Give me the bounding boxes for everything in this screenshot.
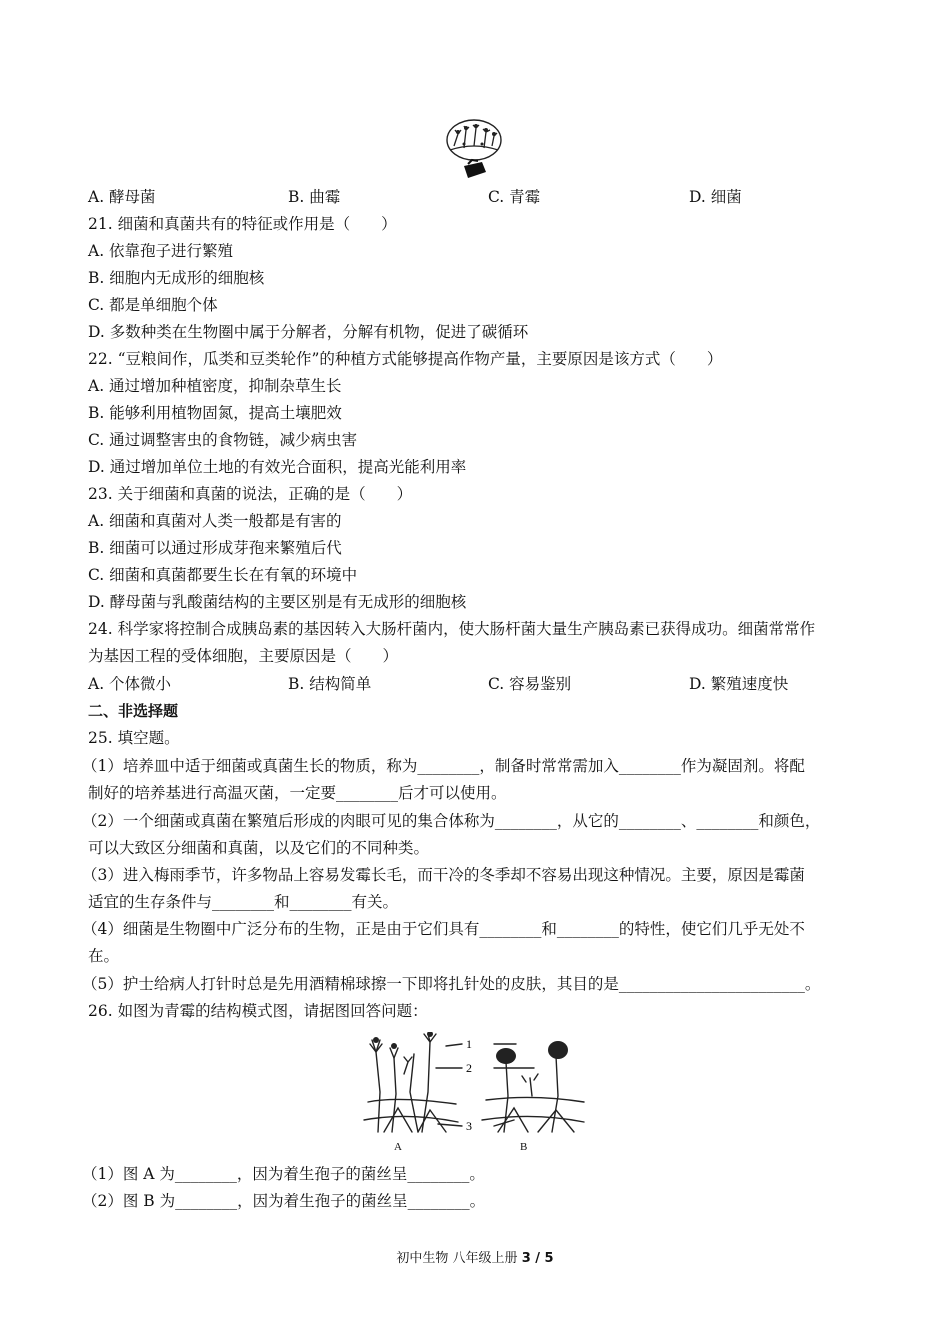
q23-option-a[interactable]: A. 细菌和真菌对人类一般都是有害的 xyxy=(88,512,342,530)
page-footer xyxy=(0,1247,950,1266)
q21-stem: 21. 细菌和真菌共有的特征或作用是（ ） xyxy=(88,215,397,233)
figure-label-3: 3 xyxy=(466,1119,472,1133)
section-heading: 二、非选择题 xyxy=(88,702,179,720)
figure-label-1: 1 xyxy=(466,1037,472,1051)
q22-stem: 22. “豆粮间作，瓜类和豆类轮作”的种植方式能够提高作物产量，主要原因是该方式（ ） xyxy=(88,350,723,368)
q22-option-b[interactable]: B. 能够利用植物固氮，提高土壤肥效 xyxy=(88,404,342,422)
q20-option-c[interactable]: C. 青霉 xyxy=(488,188,541,206)
q25-part2-line1: （2）一个细菌或真菌在繁殖后形成的肉眼可见的集合体称为________，从它的________、________和颜色， xyxy=(82,812,821,830)
q26-stem: 26. 如图为青霉的结构模式图，请据图回答问题： xyxy=(88,1002,428,1020)
q25-stem: 25. 填空题。 xyxy=(88,729,180,747)
q21-option-a[interactable]: A. 依靠孢子进行繁殖 xyxy=(88,242,234,260)
q25-part5: （5）护士给病人打针时总是先用酒精棉球擦一下即将扎针处的皮肤，其目的是________________________。 xyxy=(82,975,821,993)
q25-part1-line2: 制好的培养基进行高温灭菌，一定要________后才可以使用。 xyxy=(88,784,507,802)
footer-text: 初中生物 八年级上册 xyxy=(396,1251,522,1266)
q23-option-c[interactable]: C. 细菌和真菌都要生长在有氧的环境中 xyxy=(88,566,358,584)
q24-option-d[interactable]: D. 繁殖速度快 xyxy=(689,675,789,693)
q24-stem-line2: 为基因工程的受体细胞，主要原因是（ ） xyxy=(88,647,399,665)
q22-option-d[interactable]: D. 通过增加单位土地的有效光合面积，提高光能利用率 xyxy=(88,458,467,476)
q24-option-b[interactable]: B. 结构简单 xyxy=(288,675,372,693)
q21-option-b[interactable]: B. 细胞内无成形的细胞核 xyxy=(88,269,265,287)
q20-option-d[interactable]: D. 细菌 xyxy=(689,188,742,206)
q24-option-a[interactable]: A. 个体微小 xyxy=(88,675,172,693)
q26-part1: （1）图 A 为________，因为着生孢子的菌丝呈________。 xyxy=(82,1165,485,1183)
q23-option-b[interactable]: B. 细菌可以通过形成芽孢来繁殖后代 xyxy=(88,539,342,557)
q25-part2-line2: 可以大致区分细菌和真菌，以及它们的不同种类。 xyxy=(88,839,430,857)
q25-part1-line1: （1）培养皿中适于细菌或真菌生长的物质，称为________，制备时常常需加入________作为凝固剂。将配 xyxy=(82,757,805,775)
q25-part3-line1: （3）进入梅雨季节，许多物品上容易发霉长毛，而干冷的冬季却不容易出现这种情况。主要，原因是霉菌 xyxy=(82,866,805,884)
q20-option-b[interactable]: B. 曲霉 xyxy=(288,188,341,206)
q22-option-a[interactable]: A. 通过增加种植密度，抑制杂草生长 xyxy=(88,377,342,395)
q26-part2: （2）图 B 为________，因为着生孢子的菌丝呈________。 xyxy=(82,1192,486,1210)
penicillium-structure-figure xyxy=(358,1032,590,1140)
q21-option-d[interactable]: D. 多数种类在生物圈中属于分解者，分解有机物，促进了碳循环 xyxy=(88,323,529,341)
q24-option-c[interactable]: C. 容易鉴别 xyxy=(488,675,572,693)
q20-mold-figure xyxy=(442,116,506,184)
q22-option-c[interactable]: C. 通过调整害虫的食物链，减少病虫害 xyxy=(88,431,358,449)
figure-label-2: 2 xyxy=(466,1061,472,1075)
page-number: 3 / 5 xyxy=(521,1251,554,1266)
q25-part3-line2: 适宜的生存条件与________和________有关。 xyxy=(88,893,399,911)
q25-part4-line1: （4）细菌是生物圈中广泛分布的生物，正是由于它们具有________和________的特性，使它们几乎无处不 xyxy=(82,920,805,938)
q23-stem: 23. 关于细菌和真菌的说法，正确的是（ ） xyxy=(88,485,413,503)
q21-option-c[interactable]: C. 都是单细胞个体 xyxy=(88,296,218,314)
figure-caption-a: A xyxy=(394,1141,402,1153)
q24-stem-line1: 24. 科学家将控制合成胰岛素的基因转入大肠杆菌内，使大肠杆菌大量生产胰岛素已获得成功。细菌常常作 xyxy=(88,620,816,638)
figure-caption-b: B xyxy=(520,1141,528,1153)
q20-option-a[interactable]: A. 酵母菌 xyxy=(88,188,156,206)
q23-option-d[interactable]: D. 酵母菌与乳酸菌结构的主要区别是有无成形的细胞核 xyxy=(88,593,467,611)
q25-part4-line2: 在。 xyxy=(88,947,120,965)
